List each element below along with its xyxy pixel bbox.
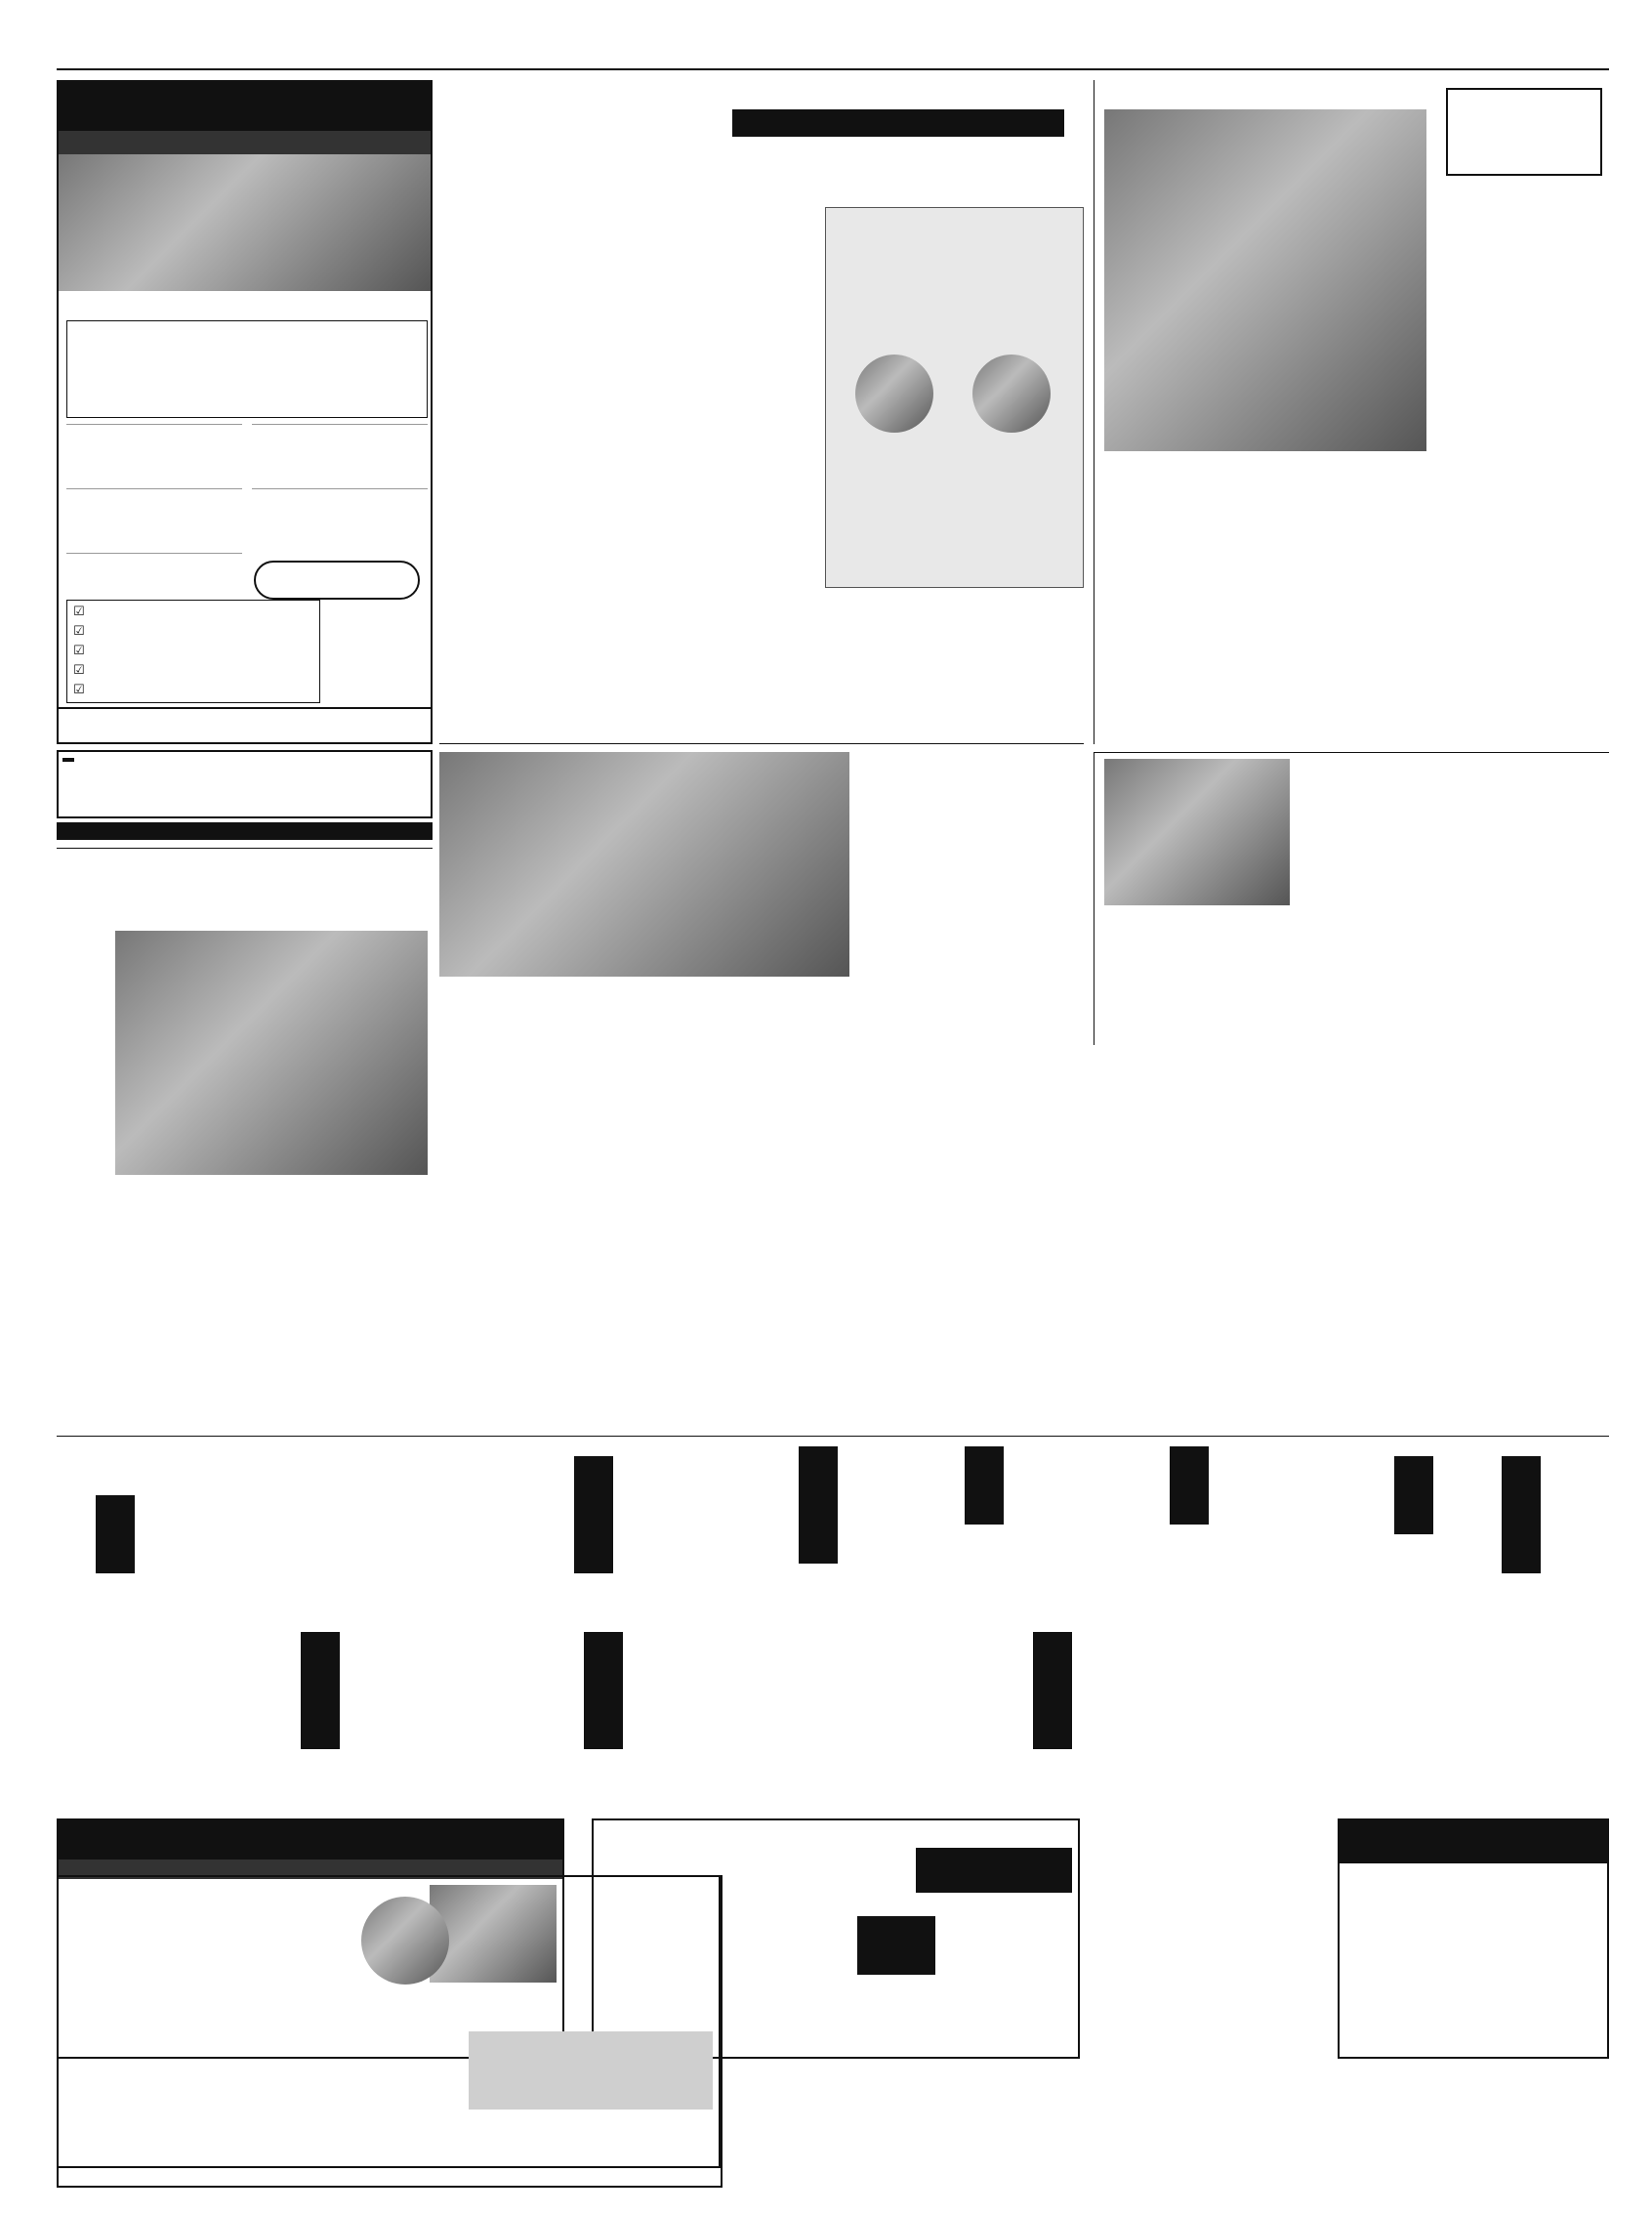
coffee-ad: [57, 1875, 723, 2188]
funeral-title: [59, 1820, 562, 1860]
agaricus-hours: [57, 822, 433, 840]
concert-article: [439, 80, 1084, 744]
concert-body: [439, 80, 713, 471]
honda-body-start: [57, 849, 111, 1171]
boat-race-ad: [1338, 1818, 1609, 2059]
voice-label: [254, 561, 420, 600]
concert-poster: [825, 207, 1084, 588]
listing-info: [574, 1456, 613, 1573]
face-body: [1436, 188, 1534, 734]
rotary-headline: [1015, 752, 1074, 1074]
listing-wanted: [1033, 1632, 1072, 1749]
voice-checklist: [66, 600, 320, 703]
jica-article: [1094, 752, 1609, 1045]
rotary-sub2: [928, 752, 963, 1162]
coffee-beans-photo: [361, 1897, 449, 1985]
listing-give: [1502, 1456, 1541, 1573]
rotary-article: [439, 752, 1084, 1416]
face-headline: [1534, 188, 1592, 734]
check-item: ☑: [73, 683, 85, 697]
face-feature: [1094, 80, 1609, 744]
listing-movie: [965, 1446, 1004, 1525]
honda-article: [57, 848, 433, 1434]
listing-congrats: [301, 1632, 340, 1749]
listing-music: [1170, 1446, 1209, 1525]
concert-apply: [732, 109, 1064, 137]
rotary-photo: [439, 752, 849, 977]
honda-body: [57, 1181, 428, 1425]
jica-body: [1300, 759, 1514, 1042]
agaricus-contact: [57, 750, 433, 818]
page-header: [57, 49, 1609, 70]
grave-unit: [916, 1871, 1072, 1893]
grave-sale: [916, 1848, 1072, 1871]
jica-photo: [1104, 759, 1290, 905]
listing-event: [799, 1446, 838, 1564]
listings: [57, 1436, 1609, 1817]
singer-photo: [855, 355, 933, 433]
rotary-body: [439, 986, 918, 1406]
listing-recruit: [96, 1495, 135, 1573]
check-item: ☑: [73, 644, 85, 658]
agaricus-ad: [57, 80, 433, 744]
listing-condolence: [584, 1632, 623, 1749]
agaricus-subtitle: [59, 131, 431, 154]
check-item: ☑: [73, 624, 85, 639]
check-item: ☑: [73, 663, 85, 678]
check-item: ☑: [73, 605, 85, 619]
portrait-photo: [1104, 109, 1426, 451]
grave-logo: [857, 1916, 935, 1975]
rotary-sub: [967, 752, 1006, 1162]
listing-body: [642, 1446, 789, 1808]
pianist-photo: [972, 355, 1051, 433]
jica-subtitle: [1524, 759, 1559, 1042]
face-column-title: [1446, 88, 1602, 176]
boat-title: [1340, 1820, 1607, 1863]
jica-title: [1563, 759, 1602, 1042]
coffee-map: [469, 2031, 713, 2110]
tel-label: [62, 758, 74, 762]
agaricus-product-photo: [59, 154, 431, 291]
agaricus-title: [59, 82, 431, 131]
f1-car-photo: [115, 931, 428, 1175]
listing-exhibit: [1394, 1456, 1433, 1534]
coffee-price-line: [68, 1998, 361, 2028]
